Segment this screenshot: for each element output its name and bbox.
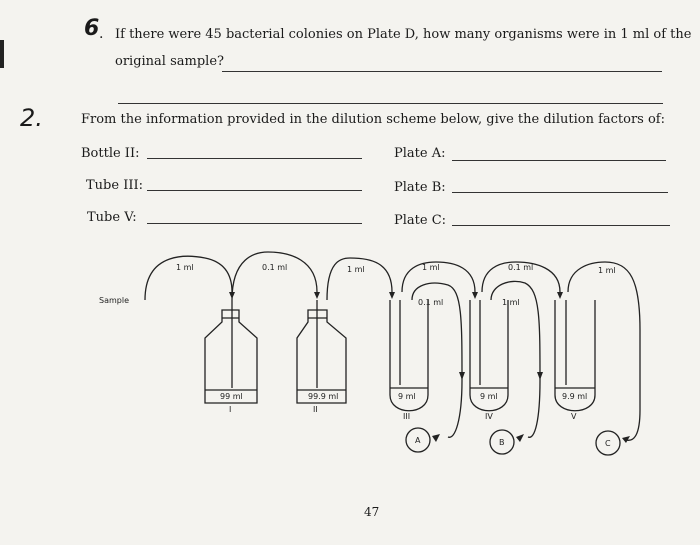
sample-label: Sample — [99, 296, 129, 305]
numeral-bottle-i: I — [229, 405, 232, 414]
question-2-number: 2. — [20, 104, 43, 132]
transfer-label-1: 1 ml — [176, 263, 194, 272]
question-6-number: 6 — [84, 16, 100, 41]
transfer-label-3: 1 ml — [347, 265, 365, 274]
transfer-label-6: 1 ml — [598, 266, 616, 275]
plate-letter-c: C — [605, 439, 611, 448]
numeral-tube-iv: IV — [485, 412, 493, 421]
arrow-heads — [229, 292, 630, 443]
plate-letter-a: A — [415, 436, 421, 445]
volume-label-tube-iv: 9 ml — [480, 392, 498, 401]
question-6-text: If there were 45 bacterial colonies on Plate D, how many organisms were in 1 ml of the — [115, 27, 692, 42]
volume-label-bottle-i: 99 ml — [220, 392, 243, 401]
numeral-bottle-ii: II — [313, 405, 318, 414]
label-plate-b: Plate B: — [394, 180, 446, 195]
label-plate-a: Plate A: — [394, 146, 446, 161]
plate-letter-b: B — [499, 438, 505, 447]
plating-label-1: 0.1 ml — [418, 298, 444, 307]
page-number: 47 — [364, 505, 380, 519]
label-tube-v: Tube V: — [87, 210, 137, 225]
plating-label-2: 1 ml — [502, 298, 520, 307]
question-2-text: From the information provided in the dilution scheme below, give the dilution factors of: — [81, 112, 666, 127]
transfer-arrow-tube-v-to-plate-c — [568, 262, 640, 440]
transfer-arrow-bottle-i-to-bottle-ii — [232, 252, 317, 300]
volume-label-tube-iii: 9 ml — [398, 392, 416, 401]
bottle-i — [205, 300, 257, 403]
question-6-text-continued: original sample? — [115, 54, 224, 69]
transfer-label-5: 0.1 ml — [508, 263, 534, 272]
label-plate-c: Plate C: — [394, 213, 447, 228]
label-bottle-ii: Bottle II: — [81, 146, 140, 161]
volume-label-bottle-ii: 99.9 ml — [308, 392, 339, 401]
label-tube-iii: Tube III: — [86, 178, 143, 193]
volume-label-tube-v: 9.9 ml — [562, 392, 588, 401]
numeral-tube-v: V — [571, 412, 577, 421]
question-6-number-suffix: . — [99, 26, 104, 42]
numeral-tube-iii: III — [403, 412, 411, 421]
transfer-label-4: 1 ml — [422, 263, 440, 272]
transfer-label-2: 0.1 ml — [262, 263, 288, 272]
bottle-ii — [297, 300, 346, 403]
